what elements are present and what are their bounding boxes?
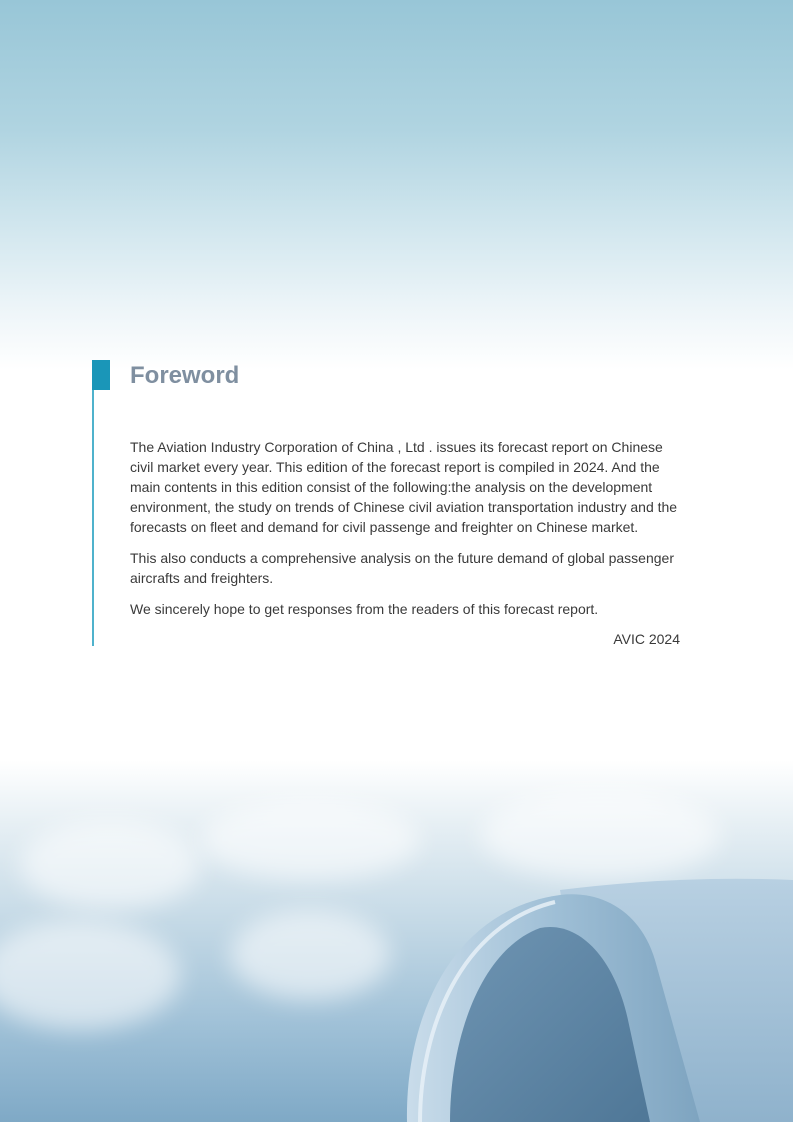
paragraph-closing: We sincerely hope to get responses from the readers of this forecast report. [130, 601, 599, 617]
aircraft-engine-illustration [0, 760, 793, 1122]
foreword-body [130, 437, 680, 660]
section-accent-bar [92, 360, 110, 390]
signature: AVIC 2024 [613, 631, 680, 647]
section-accent-line [92, 390, 94, 646]
engine-photo-background [0, 760, 793, 1122]
paragraph-intro: The Aviation Industry Corporation of China , Ltd . issues its forecast report on Chinese civil market every year. This edition of the forecast report is compiled in 2024. And the main contents in this edition consist of the following:the analysis on the development environment, the study on trends of Chinese civil aviation transportation industry and the forecasts on fleet and demand for civil passenge and freighter on Chinese market. [130, 439, 678, 535]
page-title: Foreword [130, 362, 240, 389]
paragraph-global-analysis: This also conducts a comprehensive analysis on the future demand of global passenger aircrafts and freighters. [130, 550, 674, 586]
sky-background-top [0, 0, 793, 370]
